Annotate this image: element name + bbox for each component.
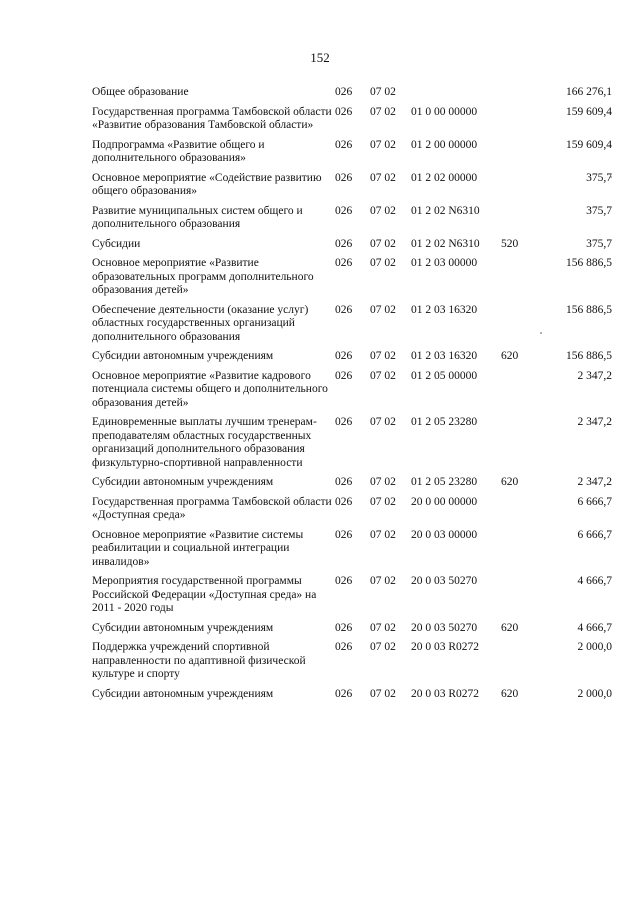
- row-section-code: 07 02: [370, 476, 396, 488]
- budget-table: [92, 86, 612, 707]
- row-name: Общее образование: [92, 86, 189, 98]
- row-amount: 159 609,4: [566, 105, 612, 118]
- row-expense-code: 620: [501, 476, 519, 488]
- row-amount: 4 666,7: [577, 621, 612, 634]
- row-target-code: 01 2 02 N6310: [411, 204, 480, 217]
- row-name: Основное мероприятие «Развитие системы реабилитации и социальной интеграции инвалидов»: [92, 528, 304, 568]
- row-section-code: 07 02: [370, 86, 396, 98]
- row-name: Государственная программа Тамбовской области «Доступная среда»: [92, 495, 332, 521]
- row-admin-code: 026: [335, 641, 353, 653]
- row-admin-code: 026: [335, 621, 353, 634]
- row-name: Единовременные выплаты лучшим тренерам-преподавателям областных государственных организаций дополнительного образования физкультурно-спортивной направленности: [92, 416, 317, 469]
- row-target-code: 01 0 00 00000: [411, 105, 478, 118]
- row-admin-code: 026: [335, 528, 353, 541]
- table-row: [92, 139, 612, 166]
- row-admin-code: 026: [335, 138, 353, 151]
- row-amount: 156 886,5: [566, 350, 612, 362]
- row-admin-code: 026: [335, 476, 353, 488]
- table-row: [92, 416, 612, 470]
- row-admin-code: 026: [335, 303, 353, 316]
- row-section-code: 07 02: [370, 303, 396, 316]
- row-amount: 156 886,5: [566, 257, 612, 269]
- row-section-code: 07 02: [370, 528, 396, 541]
- row-name: Государственная программа Тамбовской области «Развитие образования Тамбовской области»: [92, 105, 332, 131]
- row-target-code: 01 2 02 N6310: [411, 237, 480, 250]
- row-section-code: 07 02: [370, 495, 396, 508]
- row-amount: 375,7: [586, 204, 612, 217]
- row-admin-code: 026: [335, 495, 353, 508]
- row-target-code: 20 0 03 R0272: [411, 687, 480, 700]
- row-expense-code: 620: [501, 350, 519, 362]
- row-section-code: 07 02: [370, 575, 396, 587]
- row-amount: 2 347,2: [577, 476, 612, 488]
- row-section-code: 07 02: [370, 171, 396, 184]
- row-target-code: 01 2 05 00000: [411, 369, 478, 382]
- table-row: [92, 304, 612, 345]
- page-number: 152: [310, 50, 330, 65]
- row-section-code: 07 02: [370, 204, 396, 217]
- table-row: [92, 257, 612, 298]
- table-row: [92, 496, 612, 523]
- table-row: [92, 575, 612, 616]
- row-amount: 2 000,0: [577, 641, 612, 653]
- row-admin-code: 026: [335, 237, 353, 250]
- row-amount: 2 000,0: [577, 687, 612, 700]
- table-row: [92, 350, 612, 364]
- table-row: [92, 370, 612, 411]
- row-target-code: 01 2 02 00000: [411, 171, 478, 184]
- row-admin-code: 026: [335, 687, 353, 700]
- row-amount: 375,7: [586, 237, 612, 250]
- row-admin-code: 026: [335, 369, 353, 382]
- row-expense-code: 620: [501, 687, 519, 700]
- table-row: [92, 529, 612, 570]
- row-name: Развитие муниципальных систем общего и дополнительного образования: [92, 204, 303, 230]
- row-section-code: 07 02: [370, 257, 396, 269]
- table-row: [92, 238, 612, 252]
- row-name: Поддержка учреждений спортивной направленности по адаптивной физической культуре и спорту: [92, 641, 306, 680]
- row-name: Мероприятия государственной программы Российской Федерации «Доступная среда» на 2011 - 2020 годы: [92, 575, 317, 614]
- row-target-code: 20 0 00 00000: [411, 495, 478, 508]
- row-target-code: 20 0 03 50270: [411, 621, 478, 634]
- row-expense-code: 520: [501, 237, 519, 250]
- row-name: Основное мероприятие «Развитие кадрового потенциала системы общего и дополнительного образования детей»: [92, 369, 328, 409]
- table-row: [92, 641, 612, 682]
- row-expense-code: 620: [501, 621, 519, 634]
- row-admin-code: 026: [335, 350, 353, 362]
- row-admin-code: 026: [335, 257, 353, 269]
- table-row: [92, 172, 612, 199]
- row-section-code: 07 02: [370, 350, 396, 362]
- row-name: Субсидии автономным учреждениям: [92, 621, 274, 634]
- row-name: Подпрограмма «Развитие общего и дополнительного образования»: [92, 138, 265, 164]
- row-target-code: 01 2 05 23280: [411, 416, 478, 428]
- row-name: Субсидии: [92, 237, 141, 250]
- row-amount: 159 609,4: [566, 138, 612, 151]
- row-admin-code: 026: [335, 416, 353, 428]
- table-row: [92, 106, 612, 133]
- table-row: [92, 86, 612, 100]
- row-target-code: 01 2 03 00000: [411, 257, 478, 269]
- row-section-code: 07 02: [370, 687, 396, 700]
- row-section-code: 07 02: [370, 105, 396, 118]
- row-name: Субсидии автономным учреждениям: [92, 350, 274, 362]
- row-amount: 166 276,1: [566, 86, 612, 98]
- row-section-code: 07 02: [370, 138, 396, 151]
- row-section-code: 07 02: [370, 237, 396, 250]
- row-name: Основное мероприятие «Содействие развитию общего образования»: [92, 171, 322, 197]
- table-row: [92, 476, 612, 490]
- row-target-code: 01 2 05 23280: [411, 476, 478, 488]
- row-amount: 2 347,2: [577, 416, 612, 428]
- row-admin-code: 026: [335, 86, 353, 98]
- row-name: Обеспечение деятельности (оказание услуг) областных государственных организаций дополнительного образования: [92, 303, 309, 343]
- row-target-code: 01 2 03 16320: [411, 350, 478, 362]
- row-admin-code: 026: [335, 171, 353, 184]
- row-target-code: 01 2 03 16320: [411, 303, 478, 316]
- row-amount: 6 666,7: [577, 495, 612, 508]
- row-admin-code: 026: [335, 105, 353, 118]
- table-row: [92, 205, 612, 232]
- row-name: Субсидии автономным учреждениям: [92, 687, 274, 700]
- row-target-code: 20 0 03 50270: [411, 575, 478, 587]
- row-section-code: 07 02: [370, 621, 396, 634]
- row-amount: 6 666,7: [577, 528, 612, 541]
- row-amount: 4 666,7: [577, 575, 612, 587]
- row-admin-code: 026: [335, 575, 353, 587]
- row-amount: 156 886,5: [566, 303, 612, 316]
- row-section-code: 07 02: [370, 641, 396, 653]
- row-admin-code: 026: [335, 204, 353, 217]
- row-name: Субсидии автономным учреждениям: [92, 476, 274, 488]
- table-row: [92, 688, 612, 702]
- row-target-code: 20 0 03 R0272: [411, 641, 480, 653]
- row-section-code: 07 02: [370, 369, 396, 382]
- row-amount: 375,7: [586, 171, 612, 184]
- row-target-code: 20 0 03 00000: [411, 528, 478, 541]
- row-name: Основное мероприятие «Развитие образовательных программ дополнительного образования детей»: [92, 257, 314, 296]
- row-section-code: 07 02: [370, 416, 396, 428]
- row-target-code: 01 2 00 00000: [411, 138, 478, 151]
- table-row: [92, 622, 612, 636]
- row-amount: 2 347,2: [577, 369, 612, 382]
